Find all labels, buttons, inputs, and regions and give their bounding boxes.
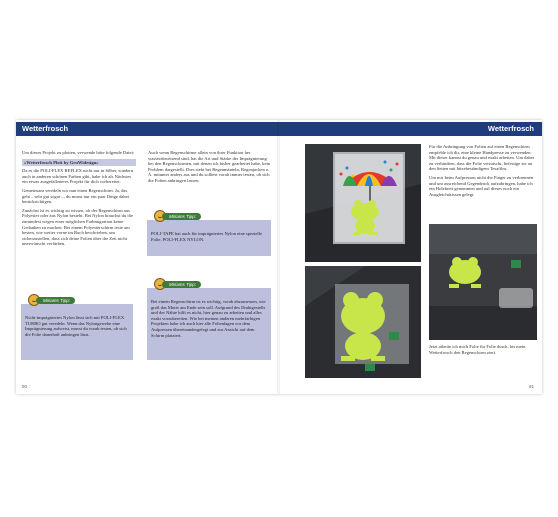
right-header-band xyxy=(279,122,542,136)
tip-label: Miriams Tipp: xyxy=(162,213,201,220)
left-page xyxy=(16,120,279,394)
tip-box-2 xyxy=(147,220,271,256)
file-label: »Wetterfrosch Plott by GruWidesign« xyxy=(22,159,136,167)
left-column-1 xyxy=(22,150,136,250)
intro-text: Um dieses Projekt zu plotten, verwende bitte folgende Datei: xyxy=(22,150,135,155)
book-spread xyxy=(16,120,542,394)
photo-hand-press xyxy=(429,224,537,340)
paragraph: Auch wenn Regenschirme allein von ihrer Funktion her wasserabweisend sind, hat die Art und Stärke der Imprägnierung bei den Regenschirmen, mit denen ich bisher gearbeitet habe, kein Problem dargestellt. Dies sieht bei Regenmänteln, Regenjacken o. Ä. mitunter anders aus und du solltest vorab immer testen, ob sich die Folien anbringen lassen. xyxy=(148,150,271,183)
left-column-2 xyxy=(148,150,272,187)
right-header-title: Wetterfrosch xyxy=(487,124,534,133)
tip-box-3 xyxy=(147,288,271,360)
paragraph: Zunächst ist es wichtig zu wissen, ob der Regenschirm aus Polyester oder aus Nylon besteht. Bei Nylon brauchst du die zumindest wegen einer möglichen Farbmigration keine Gedanken zu machen. Bei einem Polyesterschirm teste am besten, wie weiter vorne im Buch beschrieben, um sicherzustellen, dass sich deine Folien über die Zeit nicht unerwünscht verfärben. xyxy=(22,207,133,247)
photo-caption: Jetzt arbeite ich mich Folie für Folie durch, bis mein Wetterfrosch den Regenschirm ziert. xyxy=(429,344,526,355)
left-header-title: Wetterfrosch xyxy=(22,124,69,133)
press-photo-illustration xyxy=(429,224,537,340)
frog-photo-illustration xyxy=(305,266,421,378)
paragraph: Gemeinsam veredeln wir nun einen Regenschirm. Ja, das geht – sehr gut sogar –, du musst nur ein paar Dinge dabei berücksichtigen. xyxy=(22,187,130,205)
right-text-column xyxy=(429,144,537,200)
tip-text: Nicht-imprägniertes Nylon lässt sich mit POLI-FLEX TURBO gut veredeln. Wenn das Nylongewebe eine Imprägnierung aufweist, musst du vorab testen, ob sich die Folie dauerhaft anbringen lässt. xyxy=(25,315,127,337)
tip-label: Miriams Tipp: xyxy=(162,281,201,288)
tip-text: Bei einem Regenschirm ist es wichtig, vorab abzumessen, wie groß das Motiv am Ende sein soll. Aufgrund des Drahtgestells und der Nähte hilft es nicht, hier genau zu arbeiten und alles exakt vorzubereiten. Wie bei meinen anderen mehrfarbigen Projekten habe ich auch hier alle Folienlagen vor dem Aufpressen übereinandergelegt und zur Ansicht auf dem Schirm platziert. xyxy=(151,299,266,338)
photo-frog-pressing xyxy=(305,266,421,378)
page-number-left: 90 xyxy=(22,384,28,389)
tip-box-1 xyxy=(21,304,133,360)
left-header-band xyxy=(16,122,279,136)
photo-umbrella-foil xyxy=(305,144,421,262)
paragraph: Um mir beim Aufpressen nicht die Finger zu verbrennen und um ausreichend Gegendruck aufzubringen, habe ich ein Holzbrett genommen und auf dieses noch ein Ausgleichskissen gelegt. xyxy=(429,174,534,197)
tip-text: POLI-TAPE hat auch für imprägniertes Nylon eine spezielle Folie, POLI-FLEX NYLON. xyxy=(151,231,262,242)
page-number-right: 91 xyxy=(528,384,534,389)
right-page xyxy=(279,120,542,394)
umbrella-photo-illustration xyxy=(305,144,421,262)
tip-label: Miriams Tipp: xyxy=(36,297,75,304)
paragraph: Für die Anbringung von Folien auf einen Regenschirm empfehle ich dir, eine kleine Handpresse zu verwenden. Mit dieser kannst du genau und exakt arbeiten. Um dabei zu verhindern, dass die Folie verrutscht, befestige sie an den Seiten mit hitzebeständigem Tesafilm. xyxy=(429,144,535,172)
paragraph: Da es die POLI-FLEX REFLEX nicht nur in Silber, sondern auch in anderen schönen Farben gibt, habe ich als Nächstes ein etwas ausgefalleneres Projekt für dich vorbereitet. xyxy=(22,168,134,185)
